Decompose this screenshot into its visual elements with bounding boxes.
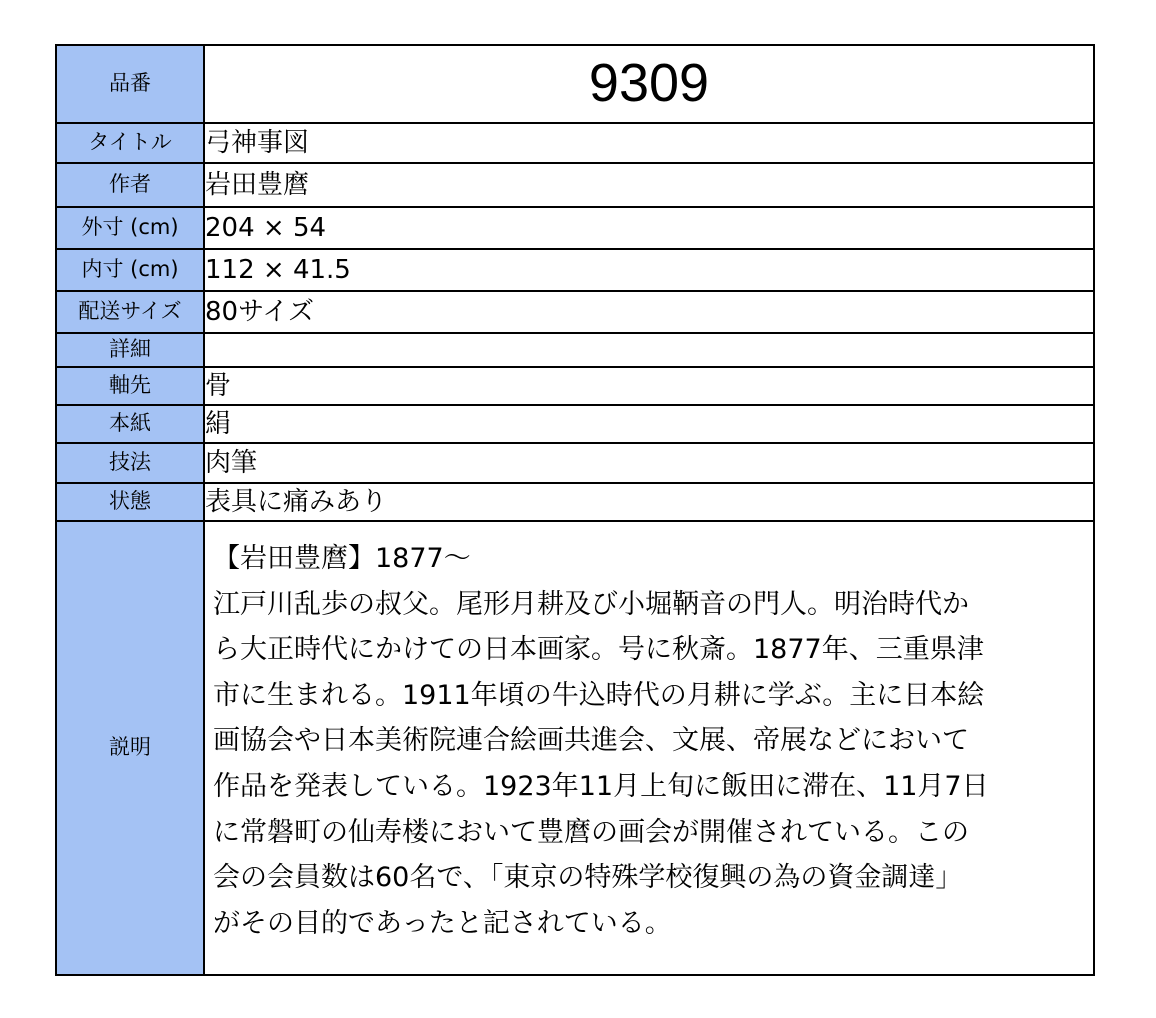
artist-label: 作者: [56, 163, 204, 207]
item-number-label: 品番: [56, 45, 204, 123]
shipping-size-label: 配送サイズ: [56, 291, 204, 333]
title-label: タイトル: [56, 123, 204, 163]
roller-ends-value: 骨: [204, 367, 1094, 405]
row-details: [56, 333, 1094, 367]
base-material-value: 絹: [204, 405, 1094, 443]
description-line: に常磐町の仙寿楼において豊麿の画会が開催されている。この: [213, 816, 969, 848]
product-spec-table: [55, 44, 1095, 976]
row-shipping-size: [56, 291, 1094, 333]
row-artist: [56, 163, 1094, 207]
condition-value: 表具に痛みあり: [204, 483, 1094, 521]
description-value: [204, 521, 1094, 975]
row-description: [56, 521, 1094, 975]
row-base-material: [56, 405, 1094, 443]
description-line: ら大正時代にかけての日本画家。号に秋斎。1877年、三重県津: [213, 634, 984, 666]
base-material-label: 本紙: [56, 405, 204, 443]
row-outer-size: [56, 207, 1094, 249]
outer-size-value: 204 × 54: [204, 207, 1094, 249]
condition-label: 状態: [56, 483, 204, 521]
description-line: 江戸川乱歩の叔父。尾形月耕及び小堀鞆音の門人。明治時代か: [213, 588, 969, 620]
roller-ends-label: 軸先: [56, 367, 204, 405]
description-line: がその目的であったと記されている。: [213, 907, 672, 939]
technique-label: 技法: [56, 443, 204, 483]
row-technique: [56, 443, 1094, 483]
outer-size-label: 外寸 (cm): [56, 207, 204, 249]
description-line: 市に生まれる。1911年頃の牛込時代の月耕に学ぶ。主に日本絵: [213, 679, 985, 711]
description-label: 説明: [56, 521, 204, 975]
technique-value: 肉筆: [204, 443, 1094, 483]
inner-size-label: 内寸 (cm): [56, 249, 204, 291]
details-label: 詳細: [56, 333, 204, 367]
item-number-value: 9309: [204, 45, 1094, 123]
inner-size-value: 112 × 41.5: [204, 249, 1094, 291]
description-line: 【岩田豊麿】1877〜: [213, 543, 471, 574]
row-condition: [56, 483, 1094, 521]
row-title: [56, 123, 1094, 163]
description-line: 画協会や日本美術院連合絵画共進会、文展、帝展などにおいて: [213, 725, 969, 757]
description-line: 会の会員数は60名で、「東京の特殊学校復興の為の資金調達」: [213, 862, 963, 894]
row-item-number: [56, 45, 1094, 123]
row-roller-ends: [56, 367, 1094, 405]
row-inner-size: [56, 249, 1094, 291]
details-value: [204, 333, 1094, 367]
title-value: 弓神事図: [204, 123, 1094, 163]
artist-value: 岩田豊麿: [204, 163, 1094, 207]
description-line: 作品を発表している。1923年11月上旬に飯田に滞在、11月7日: [213, 770, 989, 802]
shipping-size-value: 80サイズ: [204, 291, 1094, 333]
